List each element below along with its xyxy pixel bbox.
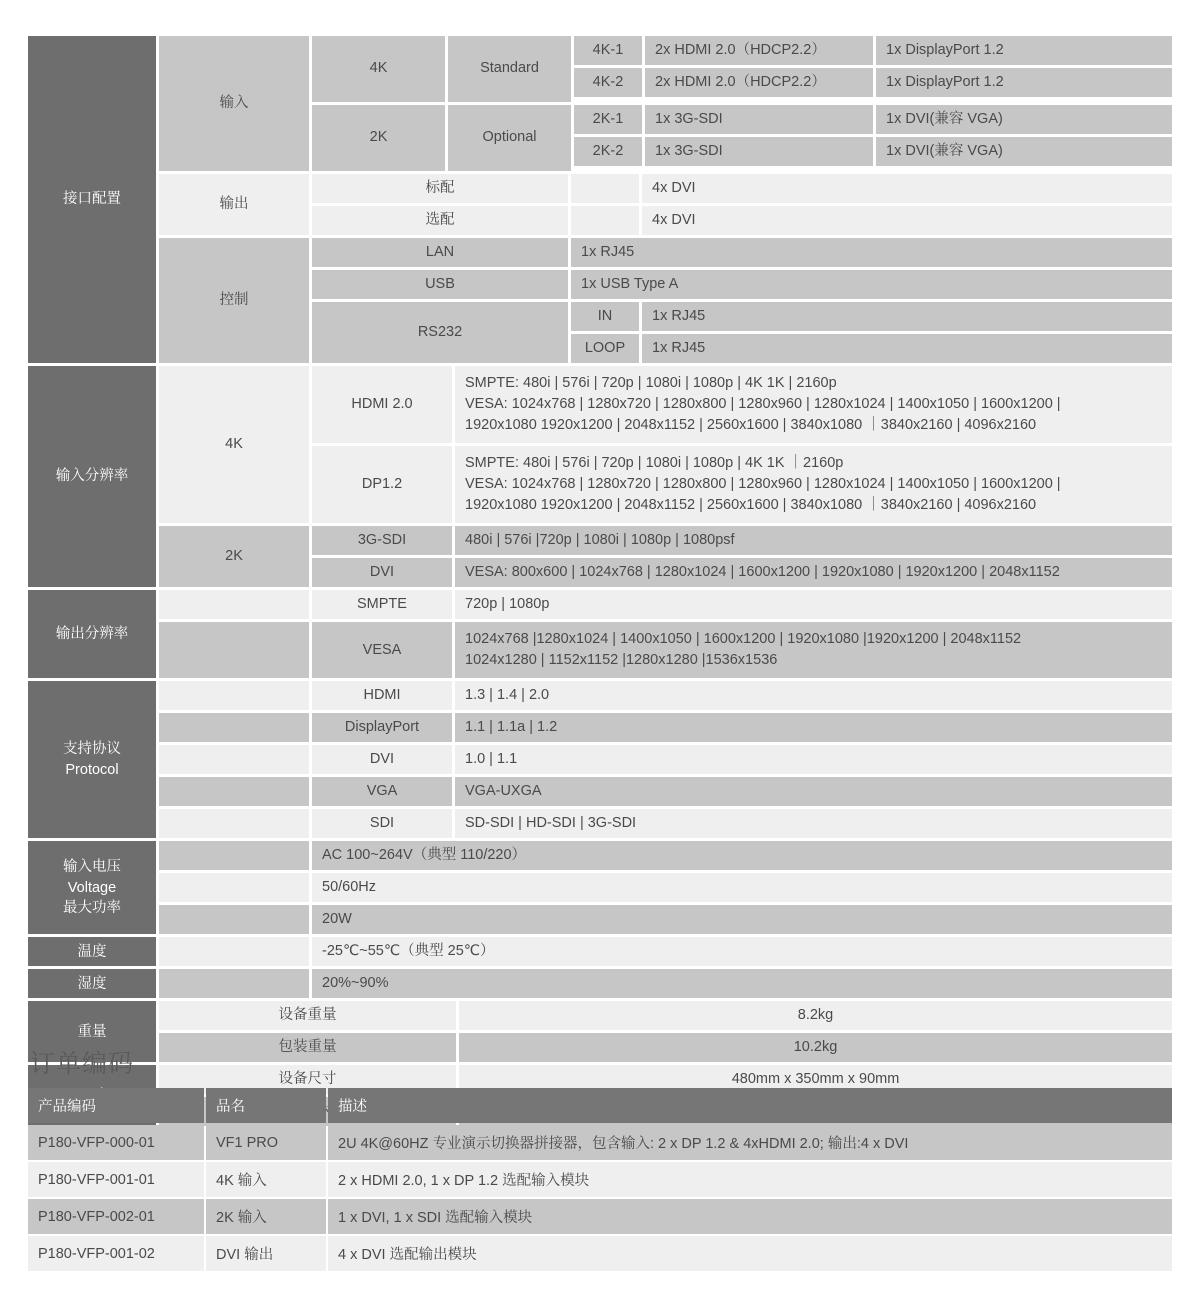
res-line: 1024x768 |1280x1024 | 1400x1050 | 1600x1200 | 1920x1080 |1920x1200 | 2048x1152 bbox=[465, 631, 1022, 648]
voltage-spacer-2 bbox=[159, 905, 309, 934]
table-row bbox=[574, 36, 1172, 65]
table-row bbox=[28, 1236, 1172, 1271]
temperature-value: -25℃~55℃（典型 25℃） bbox=[312, 937, 1172, 966]
group-output bbox=[159, 174, 1172, 235]
section-label-interface-config: 接口配置 bbox=[28, 36, 156, 363]
voltage-value-power: 20W bbox=[312, 905, 1172, 934]
port-value-4k-2-b: 1x DisplayPort 1.2 bbox=[876, 68, 1172, 97]
table-row bbox=[159, 713, 1172, 742]
table-row bbox=[159, 681, 1172, 710]
input-4k-standard bbox=[312, 36, 1172, 102]
section-label-temperature: 温度 bbox=[28, 937, 156, 966]
output-res-spacer-vesa bbox=[159, 622, 309, 678]
order-code: P180-VFP-001-02 bbox=[28, 1236, 204, 1271]
input-res-group-4k bbox=[159, 366, 1172, 523]
dimensions-value-device: 480mm x 350mm x 90mm bbox=[459, 1065, 1172, 1094]
table-row bbox=[159, 745, 1172, 774]
table-row bbox=[159, 590, 1172, 619]
order-description: 2U 4K@60HZ 专业演示切换器拼接器，包含输入: 2 x DP 1.2 & 4xHDMI 2.0; 输出:4 x DVI bbox=[328, 1125, 1172, 1160]
port-value-4k-1-b: 1x DisplayPort 1.2 bbox=[876, 36, 1172, 65]
port-value-4k-1-a: 2x HDMI 2.0（HDCP2.2） bbox=[645, 36, 873, 65]
port-value-2k-1-a: 1x 3G-SDI bbox=[645, 105, 873, 134]
section-label-humidity: 湿度 bbox=[28, 969, 156, 998]
order-column-header-description: 描述 bbox=[328, 1088, 1172, 1123]
humidity-spacer bbox=[159, 969, 309, 998]
protocol-name-displayport: DisplayPort bbox=[312, 713, 452, 742]
protocol-spacer-vga bbox=[159, 777, 309, 806]
voltage-label-line: Voltage bbox=[67, 879, 117, 896]
table-row bbox=[159, 905, 1172, 934]
weight-value-package: 10.2kg bbox=[459, 1033, 1172, 1062]
control-name-rs232: RS232 bbox=[312, 302, 568, 363]
output-spacer-0 bbox=[571, 174, 639, 203]
voltage-value-ac: AC 100~264V（典型 110/220） bbox=[312, 841, 1172, 870]
temperature-spacer bbox=[159, 937, 309, 966]
table-row bbox=[312, 238, 1172, 267]
input-res-name-3gsdi: 3G-SDI bbox=[312, 526, 452, 555]
input-res-name-dp12: DP1.2 bbox=[312, 446, 452, 523]
input-mode-optional: Optional bbox=[448, 105, 571, 171]
table-row bbox=[159, 1033, 1172, 1062]
table-row bbox=[159, 809, 1172, 838]
table-row bbox=[574, 68, 1172, 97]
table-row bbox=[574, 105, 1172, 134]
rs232-dir-loop: LOOP bbox=[571, 334, 639, 363]
input-res-name-dvi: DVI bbox=[312, 558, 452, 587]
port-value-2k-2-a: 1x 3G-SDI bbox=[645, 137, 873, 166]
res-line: 1024x1280 | 1152x1152 |1280x1280 |1536x1536 bbox=[465, 652, 778, 669]
input-res-name-hdmi20: HDMI 2.0 bbox=[312, 366, 452, 443]
port-id-2k-2: 2K-2 bbox=[574, 137, 642, 166]
rs232-value-loop: 1x RJ45 bbox=[642, 334, 1172, 363]
table-row bbox=[159, 969, 1172, 998]
section-label-output-resolution: 输出分辨率 bbox=[28, 590, 156, 678]
control-name-lan: LAN bbox=[312, 238, 568, 267]
order-description: 4 x DVI 选配输出模块 bbox=[328, 1236, 1172, 1271]
order-description: 2 x HDMI 2.0, 1 x DP 1.2 选配输入模块 bbox=[328, 1162, 1172, 1197]
input-res-label-4k: 4K bbox=[159, 366, 309, 523]
section-input-resolution bbox=[28, 366, 1172, 587]
protocol-label-line: Protocol bbox=[65, 761, 119, 778]
input-mode-standard: Standard bbox=[448, 36, 571, 102]
protocol-name-sdi: SDI bbox=[312, 809, 452, 838]
table-row bbox=[312, 366, 1172, 443]
order-name: 2K 输入 bbox=[206, 1199, 326, 1234]
output-res-name-smpte: SMPTE bbox=[312, 590, 452, 619]
protocol-name-vga: VGA bbox=[312, 777, 452, 806]
input-res-value-3gsdi: 480i | 576i |720p | 1080i | 1080p | 1080psf bbox=[455, 526, 1172, 555]
order-name: 4K 输入 bbox=[206, 1162, 326, 1197]
protocol-spacer-hdmi bbox=[159, 681, 309, 710]
protocol-name-dvi: DVI bbox=[312, 745, 452, 774]
section-interface-config bbox=[28, 36, 1172, 363]
order-coding-table bbox=[28, 1088, 1172, 1271]
section-label-protocol bbox=[28, 681, 156, 838]
weight-name-package: 包装重量 bbox=[159, 1033, 456, 1062]
order-column-header-code: 产品编码 bbox=[28, 1088, 204, 1123]
control-value-usb: 1x USB Type A bbox=[571, 270, 1172, 299]
input-res-group-2k bbox=[159, 526, 1172, 587]
rs232-value-in: 1x RJ45 bbox=[642, 302, 1172, 331]
table-row bbox=[28, 1199, 1172, 1234]
input-res-label-2k: 2K bbox=[159, 526, 309, 587]
table-row bbox=[159, 777, 1172, 806]
group-label-output: 输出 bbox=[159, 174, 309, 235]
table-row bbox=[159, 841, 1172, 870]
output-res-spacer-smpte bbox=[159, 590, 309, 619]
output-spacer-1 bbox=[571, 206, 639, 235]
res-line: SMPTE: 480i | 576i | 720p | 1080i | 1080p | 4K 1K | 2160p bbox=[465, 375, 837, 392]
section-weight bbox=[28, 1001, 1172, 1062]
weight-name-device: 设备重量 bbox=[159, 1001, 456, 1030]
group-label-control: 控制 bbox=[159, 238, 309, 363]
output-value-standard: 4x DVI bbox=[642, 174, 1172, 203]
control-rs232 bbox=[312, 302, 1172, 363]
port-value-2k-1-b: 1x DVI(兼容 VGA) bbox=[876, 105, 1172, 134]
input-res-value-dp12 bbox=[455, 446, 1172, 523]
order-name: VF1 PRO bbox=[206, 1125, 326, 1160]
group-label-input: 输入 bbox=[159, 36, 309, 171]
table-row bbox=[159, 622, 1172, 678]
table-row bbox=[574, 137, 1172, 166]
port-value-2k-2-b: 1x DVI(兼容 VGA) bbox=[876, 137, 1172, 166]
rs232-dir-in: IN bbox=[571, 302, 639, 331]
port-id-4k-1: 4K-1 bbox=[574, 36, 642, 65]
output-res-value-vesa bbox=[455, 622, 1172, 678]
port-value-4k-2-a: 2x HDMI 2.0（HDCP2.2） bbox=[645, 68, 873, 97]
section-voltage bbox=[28, 841, 1172, 934]
table-row bbox=[312, 558, 1172, 587]
dimensions-name-device: 设备尺寸 bbox=[159, 1065, 456, 1094]
order-section-title: 订单编码 bbox=[30, 1050, 135, 1078]
port-id-4k-2: 4K-2 bbox=[574, 68, 642, 97]
table-row bbox=[159, 873, 1172, 902]
output-value-optional: 4x DVI bbox=[642, 206, 1172, 235]
section-temperature bbox=[28, 937, 1172, 966]
voltage-spacer-0 bbox=[159, 841, 309, 870]
input-2k-optional bbox=[312, 105, 1172, 171]
group-control bbox=[159, 238, 1172, 363]
control-name-usb: USB bbox=[312, 270, 568, 299]
table-row bbox=[571, 334, 1172, 363]
order-column-header-name: 品名 bbox=[206, 1088, 326, 1123]
protocol-spacer-dvi bbox=[159, 745, 309, 774]
input-res-value-dvi: VESA: 800x600 | 1024x768 | 1280x1024 | 1600x1200 | 1920x1080 | 1920x1200 | 2048x1152 bbox=[455, 558, 1172, 587]
protocol-spacer-sdi bbox=[159, 809, 309, 838]
order-code: P180-VFP-001-01 bbox=[28, 1162, 204, 1197]
section-protocol bbox=[28, 681, 1172, 838]
order-code: P180-VFP-000-01 bbox=[28, 1125, 204, 1160]
input-res-value-hdmi20 bbox=[455, 366, 1172, 443]
output-name-optional: 选配 bbox=[312, 206, 568, 235]
output-name-standard: 标配 bbox=[312, 174, 568, 203]
table-row bbox=[28, 1162, 1172, 1197]
protocol-value-displayport: 1.1 | 1.1a | 1.2 bbox=[455, 713, 1172, 742]
res-line: VESA: 1024x768 | 1280x720 | 1280x800 | 1280x960 | 1280x1024 | 1400x1050 | 1600x1200 | bbox=[465, 476, 1061, 493]
voltage-value-frequency: 50/60Hz bbox=[312, 873, 1172, 902]
res-line: VESA: 1024x768 | 1280x720 | 1280x800 | 1280x960 | 1280x1024 | 1400x1050 | 1600x1200 | bbox=[465, 396, 1061, 413]
section-label-weight: 重量 bbox=[28, 1001, 156, 1062]
table-row bbox=[312, 206, 1172, 235]
protocol-value-dvi: 1.0 | 1.1 bbox=[455, 745, 1172, 774]
order-table-header bbox=[28, 1088, 1172, 1123]
protocol-label-line: 支持协议 bbox=[63, 741, 121, 758]
input-res-2k: 2K bbox=[312, 105, 445, 171]
weight-value-device: 8.2kg bbox=[459, 1001, 1172, 1030]
protocol-value-sdi: SD-SDI | HD-SDI | 3G-SDI bbox=[455, 809, 1172, 838]
table-row bbox=[159, 1001, 1172, 1030]
protocol-spacer-displayport bbox=[159, 713, 309, 742]
protocol-name-hdmi: HDMI bbox=[312, 681, 452, 710]
res-line: 1920x1080 1920x1200 | 2048x1152 | 2560x1600 | 3840x1080 ｜3840x2160 | 4096x2160 bbox=[465, 497, 1037, 514]
protocol-value-hdmi: 1.3 | 1.4 | 2.0 bbox=[455, 681, 1172, 710]
table-row bbox=[312, 446, 1172, 523]
section-humidity bbox=[28, 969, 1172, 998]
voltage-spacer-1 bbox=[159, 873, 309, 902]
table-row bbox=[28, 1125, 1172, 1160]
order-code: P180-VFP-002-01 bbox=[28, 1199, 204, 1234]
voltage-label-line: 最大功率 bbox=[63, 900, 121, 917]
table-row bbox=[159, 937, 1172, 966]
protocol-value-vga: VGA-UXGA bbox=[455, 777, 1172, 806]
specification-table bbox=[28, 36, 1172, 1126]
control-value-lan: 1x RJ45 bbox=[571, 238, 1172, 267]
section-label-voltage bbox=[28, 841, 156, 934]
order-name: DVI 输出 bbox=[206, 1236, 326, 1271]
output-res-value-smpte: 720p | 1080p bbox=[455, 590, 1172, 619]
output-res-name-vesa: VESA bbox=[312, 622, 452, 678]
order-description: 1 x DVI, 1 x SDI 选配输入模块 bbox=[328, 1199, 1172, 1234]
res-line: SMPTE: 480i | 576i | 720p | 1080i | 1080p | 4K 1K ｜2160p bbox=[465, 455, 844, 472]
table-row bbox=[571, 302, 1172, 331]
humidity-value: 20%~90% bbox=[312, 969, 1172, 998]
input-res-4k: 4K bbox=[312, 36, 445, 102]
section-output-resolution bbox=[28, 590, 1172, 678]
voltage-label-line: 输入电压 bbox=[63, 859, 121, 875]
table-row bbox=[312, 270, 1172, 299]
res-line: 1920x1080 1920x1200 | 2048x1152 | 2560x1600 | 3840x1080 ｜3840x2160 | 4096x2160 bbox=[465, 417, 1037, 434]
group-input bbox=[159, 36, 1172, 171]
port-id-2k-1: 2K-1 bbox=[574, 105, 642, 134]
table-row bbox=[312, 526, 1172, 555]
section-label-input-resolution: 输入分辨率 bbox=[28, 366, 156, 587]
table-row bbox=[312, 174, 1172, 203]
